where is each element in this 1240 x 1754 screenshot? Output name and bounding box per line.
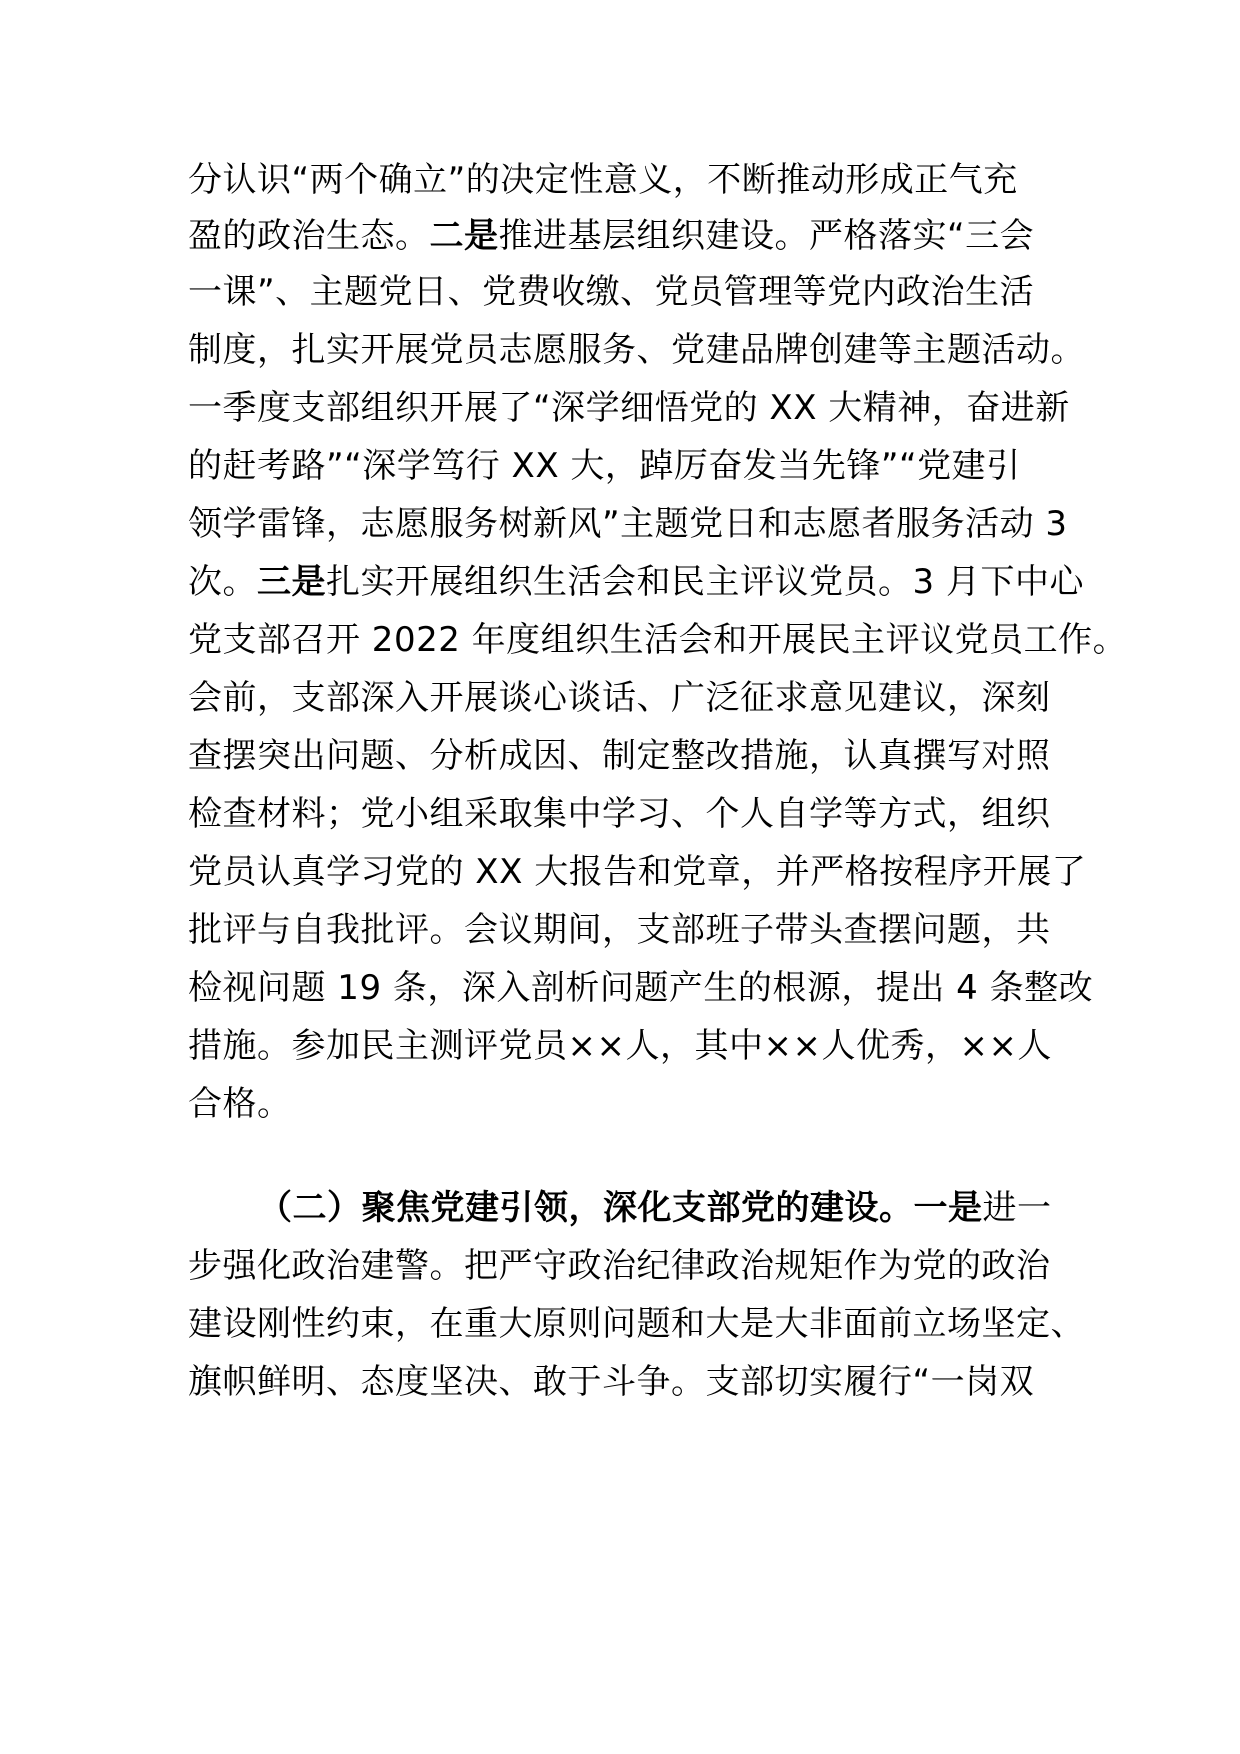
text-line: 一季度支部组织开展了“深学细悟党的 XX 大精神，奋进新 xyxy=(188,388,1070,428)
text-line xyxy=(188,562,1084,602)
text-line: 制度，扎实开展党员志愿服务、党建品牌创建等主题活动。 xyxy=(188,330,1085,370)
text-run: 推进基层组织建设。严格落实“三会 xyxy=(498,216,1035,256)
text-line: 检视问题 19 条，深入剖析问题产生的根源，提出 4 条整改 xyxy=(188,968,1094,1008)
text-run: 扎实开展组织生活会和民主评议党员。3 月下中心 xyxy=(326,562,1084,602)
text-line: 合格。 xyxy=(188,1084,292,1124)
text-line: 步强化政治建警。把严守政治纪律政治规矩作为党的政治 xyxy=(188,1246,1051,1286)
text-line: 旗帜鲜明、态度坚决、敢于斗争。支部切实履行“一岗双 xyxy=(188,1362,1035,1402)
bold-marker: 三是 xyxy=(257,562,326,602)
text-line: 查摆突出问题、分析成因、制定整改措施，认真撰写对照 xyxy=(188,736,1051,776)
text-line: 的赶考路”“深学笃行 XX 大，踔厉奋发当先锋”“党建引 xyxy=(188,446,1021,486)
bold-marker: 一是 xyxy=(913,1188,983,1228)
text-line: 措施。参加民主测评党员××人，其中××人优秀，××人 xyxy=(188,1026,1052,1066)
text-line: 领学雷锋，志愿服务树新风”主题党日和志愿者服务活动 3 xyxy=(188,504,1068,544)
text-line xyxy=(188,216,1034,256)
text-line: 检查材料；党小组采取集中学习、个人自学等方式，组织 xyxy=(188,794,1051,834)
text-line: 一课”、主题党日、党费收缴、党员管理等党内政治生活 xyxy=(188,272,1035,312)
text-line: 会前，支部深入开展谈心谈话、广泛征求意见建议，深刻 xyxy=(188,678,1051,718)
text-line: 党员认真学习党的 XX 大报告和党章，并严格按程序开展了 xyxy=(188,852,1087,892)
text-line: 分认识“两个确立”的决定性意义，不断推动形成正气充 xyxy=(188,160,1018,200)
section-heading: （二）聚焦党建引领，深化支部党的建设。 xyxy=(258,1188,914,1228)
text-line: 批评与自我批评。会议期间，支部班子带头查摆问题，共 xyxy=(188,910,1051,950)
text-line: 建设刚性约束，在重大原则问题和大是大非面前立场坚定、 xyxy=(188,1304,1085,1344)
bold-marker: 二是 xyxy=(429,216,499,256)
text-run: 次。 xyxy=(188,562,257,602)
text-run: 盈的政治生态。 xyxy=(188,216,430,256)
text-line: 党支部召开 2022 年度组织生活会和开展民主评议党员工作。 xyxy=(188,620,1128,660)
text-run: 进一 xyxy=(982,1188,1052,1228)
section-heading-line xyxy=(258,1188,1052,1228)
